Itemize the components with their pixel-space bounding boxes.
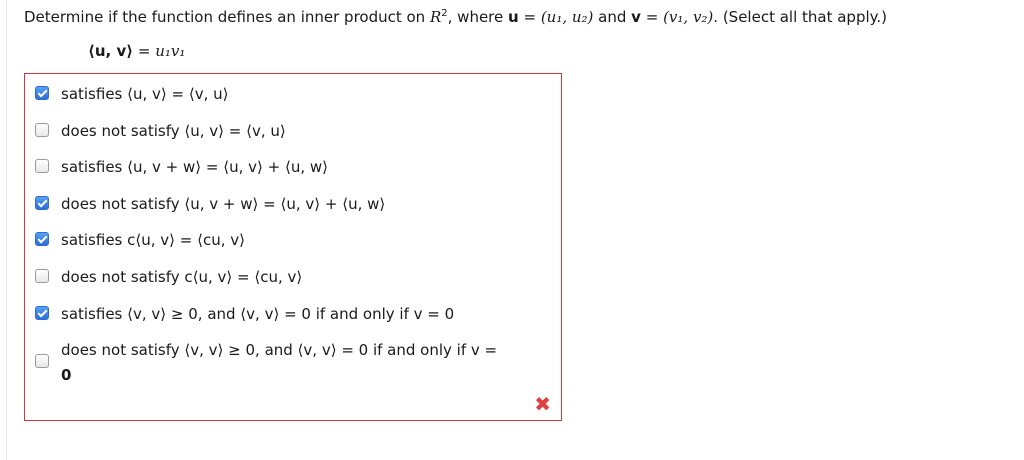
option-8-formula: ⟨v, v⟩ ≥ 0, and ⟨v, v⟩ = 0 if and only if v =	[184, 341, 498, 359]
option-3-checkbox[interactable]	[35, 159, 49, 173]
option-1-label	[61, 82, 229, 106]
option-6-formula: c⟨u, v⟩ = ⟨cu, v⟩	[184, 268, 303, 286]
option-8-label-wrap: 0	[61, 366, 72, 384]
option-5-checkbox[interactable]	[35, 232, 49, 246]
option-4-label	[61, 192, 385, 216]
option-4-checkbox[interactable]	[35, 196, 49, 210]
definition-lhs: ⟨u, v⟩	[88, 42, 134, 60]
function-definition	[88, 40, 185, 62]
option-3-formula: ⟨u, v + w⟩ = ⟨u, v⟩ + ⟨u, w⟩	[127, 158, 328, 176]
option-8-verb: does not satisfy	[61, 341, 185, 359]
space-exponent: 2	[441, 8, 448, 19]
option-8[interactable]	[25, 338, 555, 388]
option-6-checkbox[interactable]	[35, 269, 49, 283]
vector-v: v	[631, 8, 641, 26]
definition-eq: =	[133, 42, 156, 60]
option-7-formula: ⟨v, v⟩ ≥ 0, and ⟨v, v⟩ = 0 if and only if v = 0	[127, 305, 455, 323]
option-4-verb: does not satisfy	[61, 195, 185, 213]
option-6[interactable]	[25, 265, 555, 289]
u-tuple: (u₁, u₂)	[540, 8, 594, 26]
option-5-verb: satisfies	[61, 231, 128, 249]
v-tuple: (v₁, v₂)	[663, 8, 714, 26]
option-1-formula: ⟨u, v⟩ = ⟨v, u⟩	[127, 85, 229, 103]
option-7-checkbox[interactable]	[35, 306, 49, 320]
vector-u: u	[508, 8, 519, 26]
equals-2: =	[640, 8, 664, 26]
option-6-label	[61, 265, 302, 289]
option-3-verb: satisfies	[61, 158, 128, 176]
option-6-verb: does not satisfy	[61, 268, 185, 286]
option-1-verb: satisfies	[61, 85, 128, 103]
answer-box	[24, 73, 562, 421]
option-8-label	[61, 338, 497, 362]
option-2-label	[61, 119, 286, 143]
option-7-label	[61, 302, 454, 326]
option-2-formula: ⟨u, v⟩ = ⟨v, u⟩	[184, 122, 286, 140]
question-prefix: Determine if the function defines an inner product on	[24, 8, 430, 26]
option-5-label	[61, 228, 245, 252]
option-3-label	[61, 155, 328, 179]
left-divider	[6, 0, 7, 460]
option-8-checkbox[interactable]	[35, 354, 49, 368]
option-2-checkbox[interactable]	[35, 123, 49, 137]
question-where: , where	[447, 8, 509, 26]
option-1[interactable]	[25, 82, 555, 106]
option-5-formula: c⟨u, v⟩ = ⟨cu, v⟩	[127, 231, 245, 249]
incorrect-x-icon: ✖	[534, 392, 551, 416]
question-and: and	[593, 8, 632, 26]
option-4[interactable]	[25, 192, 555, 216]
option-3[interactable]	[25, 155, 555, 179]
option-1-checkbox[interactable]	[35, 86, 49, 100]
option-7[interactable]	[25, 302, 555, 326]
question-suffix: . (Select all that apply.)	[713, 8, 887, 26]
option-4-formula: ⟨u, v + w⟩ = ⟨u, v⟩ + ⟨u, w⟩	[184, 195, 386, 213]
option-2[interactable]	[25, 119, 555, 143]
definition-rhs: u₁v₁	[155, 42, 186, 60]
equals: =	[518, 8, 541, 26]
option-7-verb: satisfies	[61, 305, 128, 323]
space-base: R	[429, 8, 442, 26]
option-5[interactable]	[25, 228, 555, 252]
question-text	[24, 6, 887, 28]
option-2-verb: does not satisfy	[61, 122, 185, 140]
